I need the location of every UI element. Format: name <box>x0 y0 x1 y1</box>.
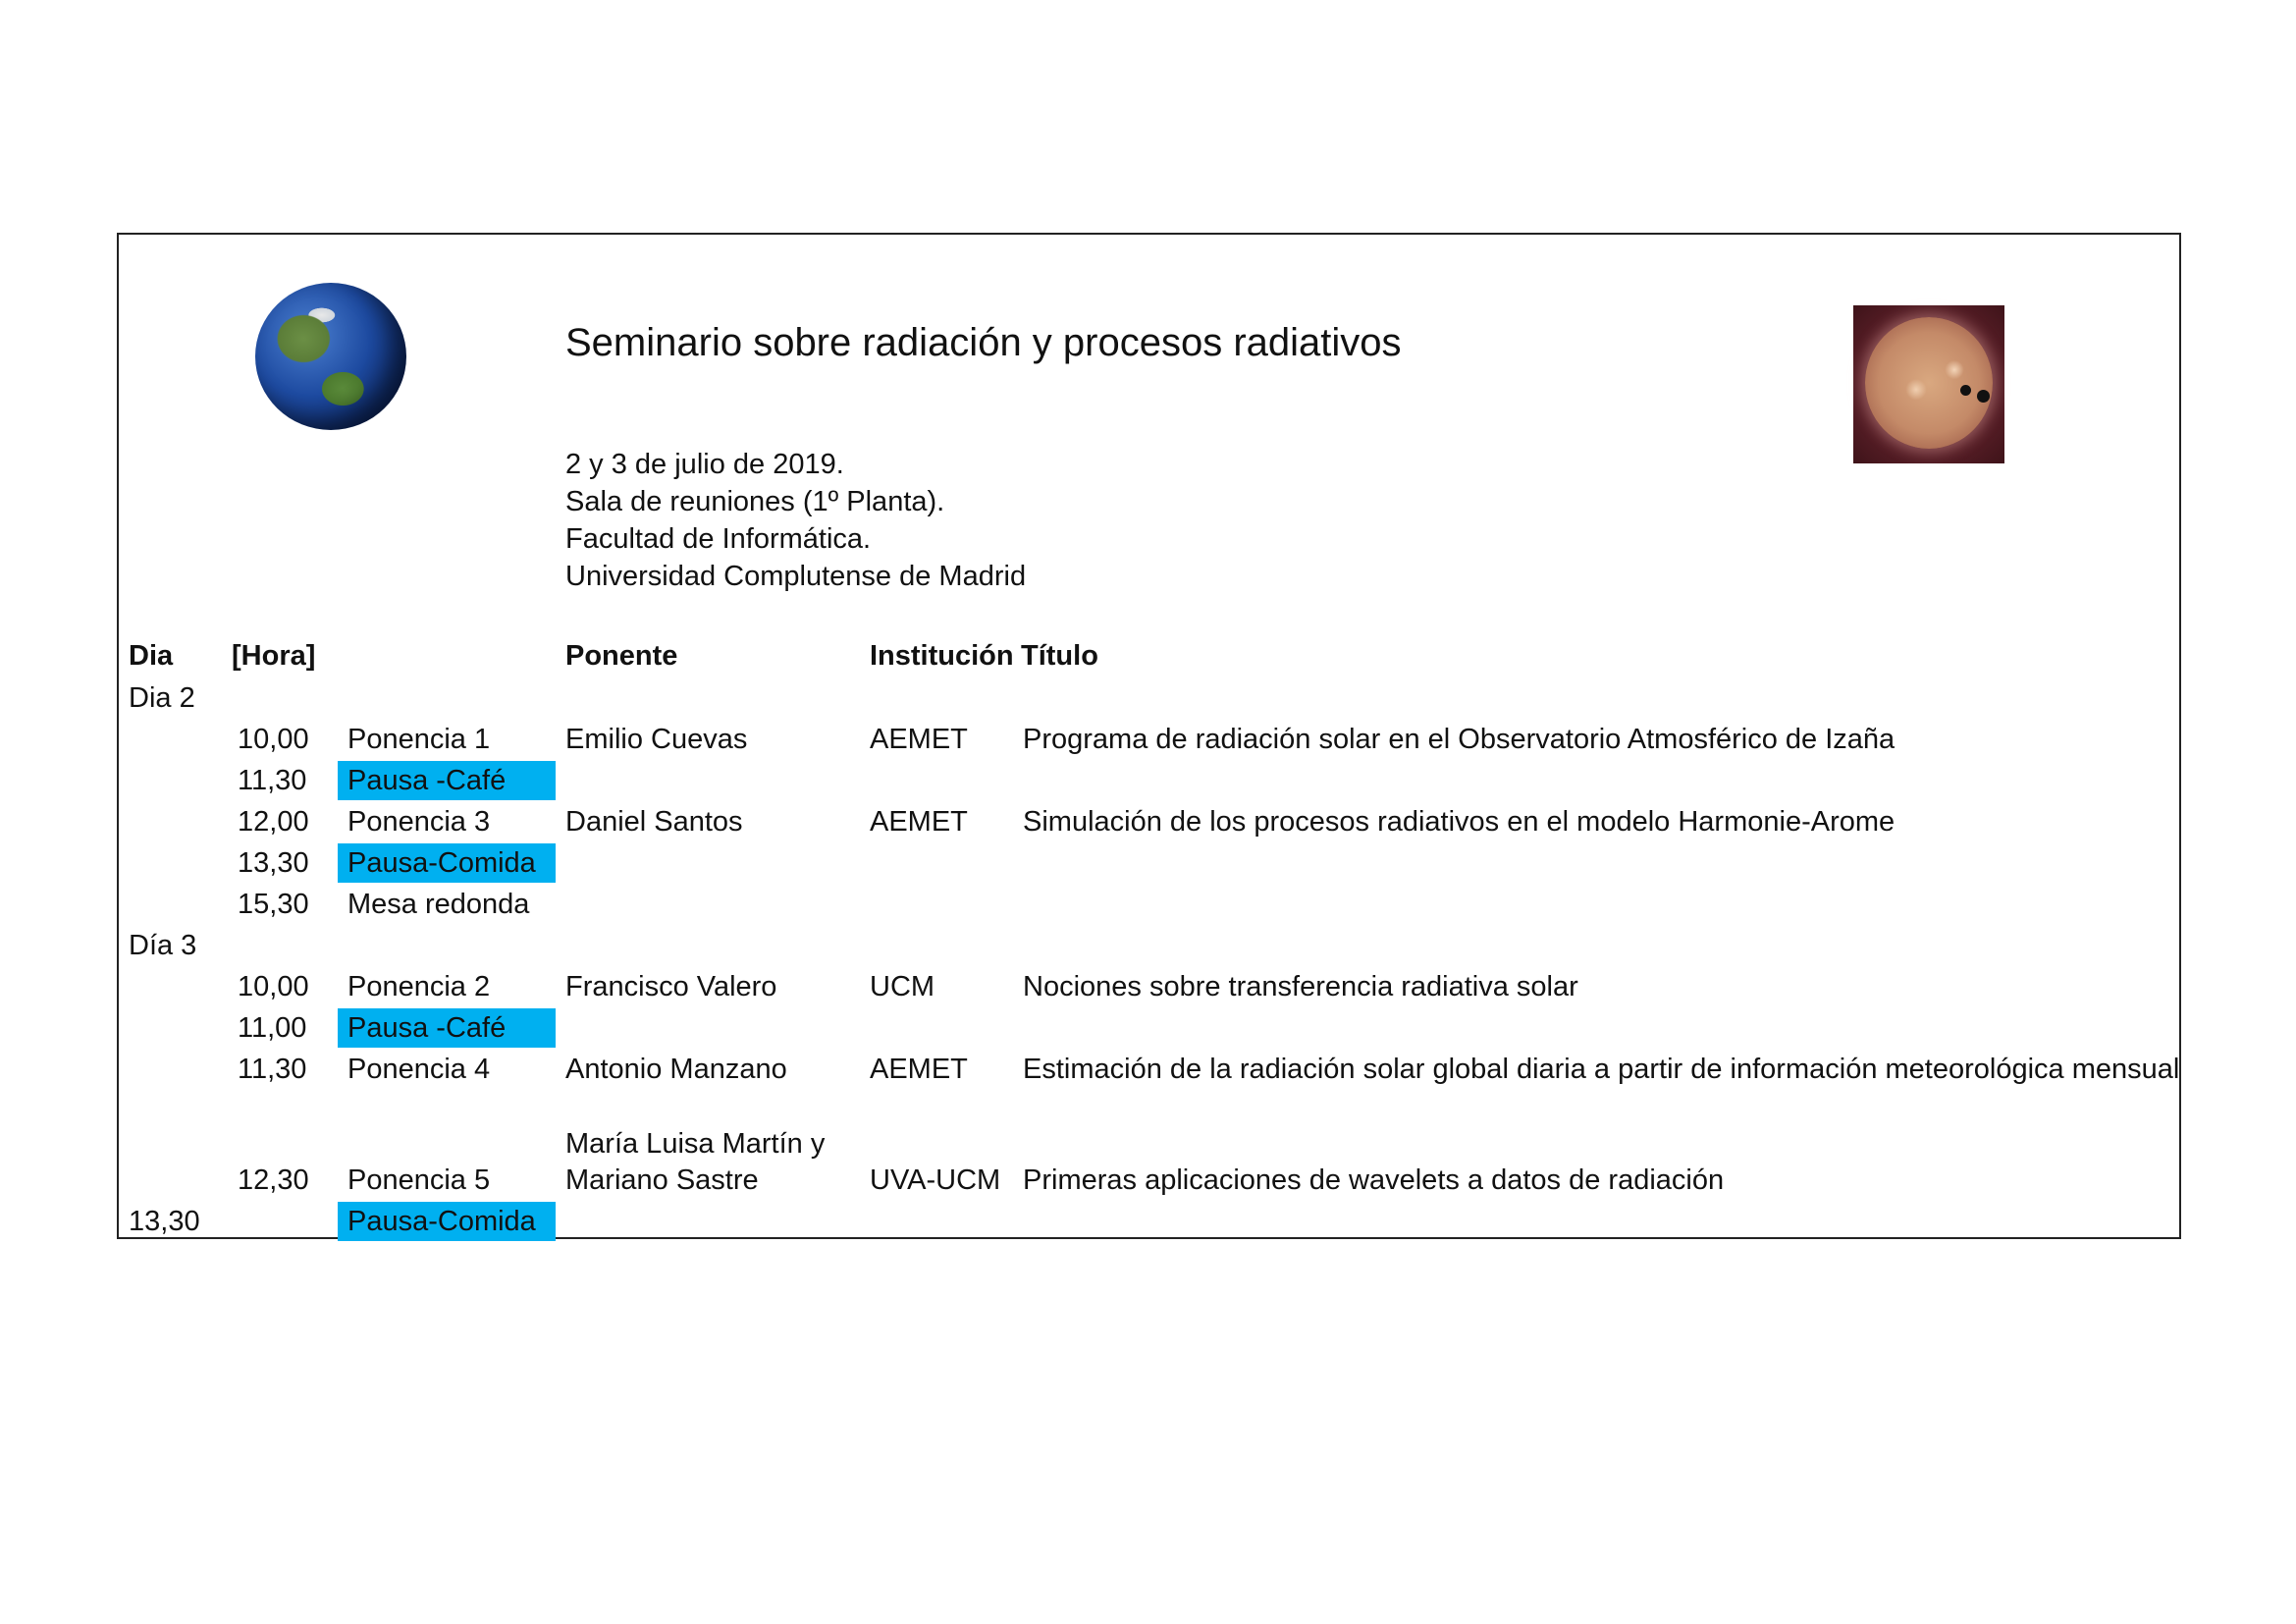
row-event: Pausa -Café <box>347 1012 507 1044</box>
header-dia: Dia <box>129 640 174 672</box>
row-speaker: Mariano Sastre <box>565 1164 759 1196</box>
sun-disc <box>1865 317 1993 449</box>
row-time: 13,30 <box>238 847 309 879</box>
row-speaker: María Luisa Martín y <box>565 1128 826 1160</box>
row-time: 10,00 <box>238 724 309 755</box>
row-institution: AEMET <box>870 1054 968 1085</box>
row-time: 11,30 <box>238 765 307 796</box>
row-event: Ponencia 1 <box>347 724 491 755</box>
earth-image <box>255 283 406 430</box>
row-speaker: Antonio Manzano <box>565 1054 787 1085</box>
info-university: Universidad Complutense de Madrid <box>565 561 1027 592</box>
row-event: Ponencia 4 <box>347 1054 491 1085</box>
row-institution: UCM <box>870 971 935 1002</box>
header-hora: [Hora] <box>232 640 316 672</box>
row-event: Ponencia 5 <box>347 1164 491 1196</box>
row-time: 11,00 <box>238 1012 307 1044</box>
planet-dot <box>1960 385 1971 396</box>
row-speaker: Daniel Santos <box>565 806 743 838</box>
row-event: Mesa redonda <box>347 889 530 920</box>
row-institution: UVA-UCM <box>870 1164 1001 1196</box>
row-title: Estimación de la radiación solar global diaria a partir de información meteorológica mensual <box>1023 1054 2180 1085</box>
row-event: Pausa -Café <box>347 765 507 796</box>
sun-transit-image <box>1853 305 2004 463</box>
header-titulo: Título <box>1021 640 1098 672</box>
info-room: Sala de reuniones (1º Planta). <box>565 486 945 517</box>
row-title: Programa de radiación solar en el Observatorio Atmosférico de Izaña <box>1023 724 1896 755</box>
row-event: Ponencia 3 <box>347 806 491 838</box>
row-title: Nociones sobre transferencia radiativa solar <box>1023 971 1578 1002</box>
row-institution: AEMET <box>870 724 968 755</box>
row-speaker: Francisco Valero <box>565 971 777 1002</box>
row-time: 15,30 <box>238 889 309 920</box>
row-time: 12,30 <box>238 1164 309 1196</box>
row-title: Simulación de los procesos radiativos en el modelo Harmonie-Arome <box>1023 806 1896 838</box>
day-label: Dia 2 <box>129 682 195 714</box>
row-time: 12,00 <box>238 806 309 838</box>
planet-dot <box>1977 390 1990 403</box>
header-institucion: Institución <box>870 640 1014 672</box>
row-title: Primeras aplicaciones de wavelets a datos de radiación <box>1023 1164 1725 1196</box>
day-label: Día 3 <box>129 930 197 961</box>
header-ponente: Ponente <box>565 640 678 672</box>
day-label: 13,30 <box>129 1206 200 1237</box>
row-speaker: Emilio Cuevas <box>565 724 748 755</box>
row-time: 10,00 <box>238 971 309 1002</box>
row-institution: AEMET <box>870 806 968 838</box>
page-title: Seminario sobre radiación y procesos radiativos <box>565 321 1402 364</box>
row-event: Ponencia 2 <box>347 971 491 1002</box>
row-event: Pausa-Comida <box>347 1206 536 1237</box>
row-event: Pausa-Comida <box>347 847 536 879</box>
info-date: 2 y 3 de julio de 2019. <box>565 449 844 480</box>
row-time: 11,30 <box>238 1054 307 1085</box>
info-faculty: Facultad de Informática. <box>565 523 872 555</box>
